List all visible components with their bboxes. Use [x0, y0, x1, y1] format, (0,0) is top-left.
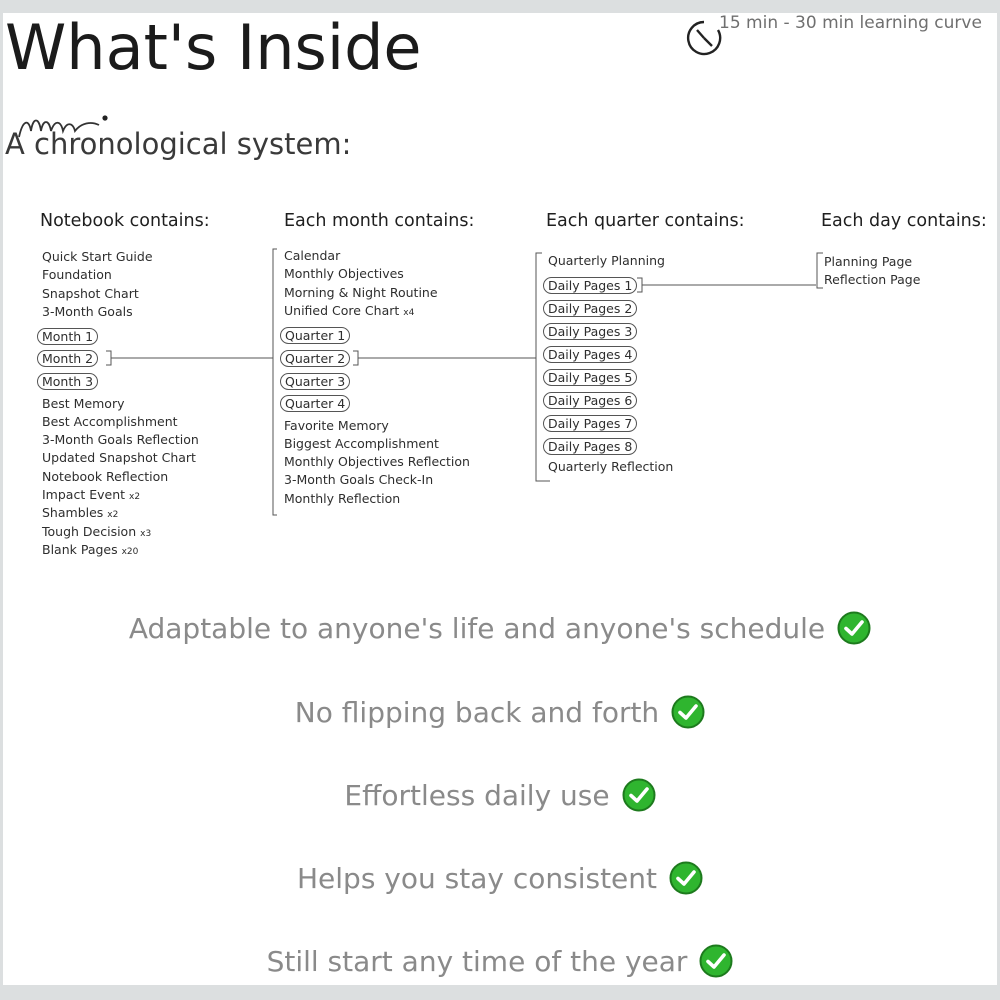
daily-pages-pill: Daily Pages 8	[543, 438, 637, 455]
notebook-item: Quick Start Guide	[42, 249, 153, 264]
page-title: What's Inside	[5, 13, 422, 84]
check-icon	[669, 861, 703, 895]
day-heading: Each day contains:	[821, 211, 987, 231]
month-heading: Each month contains:	[284, 211, 475, 231]
multiplier: x20	[121, 547, 139, 557]
notebook-item: Updated Snapshot Chart	[42, 450, 196, 465]
notebook-item	[42, 543, 138, 559]
month-item: Monthly Reflection	[284, 491, 401, 506]
notebook-item: 3-Month Goals	[42, 304, 133, 319]
notebook-item: Best Memory	[42, 396, 125, 411]
multiplier: x2	[107, 510, 119, 520]
notebook-item	[42, 525, 151, 541]
quarter-item: Quarterly Planning	[548, 253, 665, 268]
page	[3, 13, 997, 985]
notebook-item-label: Impact Event	[42, 487, 126, 502]
learning-curve-text: 15 min - 30 min learning curve	[719, 13, 982, 33]
connector-lines	[3, 13, 997, 985]
multiplier: x3	[140, 529, 152, 539]
month-item-label: Unified Core Chart	[284, 303, 400, 318]
multiplier: x4	[403, 308, 415, 318]
daily-pages-pill: Daily Pages 3	[543, 323, 637, 340]
benefit-text: No flipping back and forth	[294, 695, 660, 729]
notebook-item	[42, 506, 118, 522]
check-icon	[837, 611, 871, 645]
month-item: Calendar	[284, 248, 341, 263]
daily-pages-pill: Daily Pages 1	[543, 277, 637, 294]
benefit-text: Effortless daily use	[344, 778, 610, 812]
check-icon	[671, 695, 705, 729]
month-item	[284, 304, 414, 320]
benefit-row	[3, 695, 997, 729]
notebook-item	[42, 488, 140, 504]
benefit-row	[3, 861, 997, 895]
daily-pages-pill: Daily Pages 2	[543, 300, 637, 317]
month-pill: Month 2	[37, 350, 98, 367]
daily-pages-pill: Daily Pages 4	[543, 346, 637, 363]
multiplier: x2	[129, 492, 141, 502]
notebook-item-label: Blank Pages	[42, 542, 118, 557]
quarter-pill: Quarter 4	[280, 395, 350, 412]
subtitle: A chronological system:	[5, 127, 352, 161]
quarter-item: Quarterly Reflection	[548, 459, 674, 474]
check-icon	[622, 778, 656, 812]
quarter-pill: Quarter 3	[280, 373, 350, 390]
notebook-item-label: Tough Decision	[42, 524, 137, 539]
month-item: 3-Month Goals Check-In	[284, 472, 434, 487]
benefit-text: Helps you stay consistent	[296, 861, 658, 895]
benefit-text: Adaptable to anyone's life and anyone's schedule	[128, 611, 826, 645]
month-item: Favorite Memory	[284, 418, 389, 433]
day-item: Planning Page	[824, 254, 913, 269]
quarter-pill: Quarter 1	[280, 327, 350, 344]
notebook-item: 3-Month Goals Reflection	[42, 432, 199, 447]
daily-pages-pill: Daily Pages 6	[543, 392, 637, 409]
notebook-item: Foundation	[42, 267, 112, 282]
month-item: Morning & Night Routine	[284, 285, 438, 300]
notebook-item-label: Shambles	[42, 505, 104, 520]
month-pill: Month 3	[37, 373, 98, 390]
notebook-item: Snapshot Chart	[42, 286, 139, 301]
benefit-row	[3, 778, 997, 812]
check-icon	[699, 944, 733, 978]
month-item: Monthly Objectives Reflection	[284, 454, 470, 469]
day-item: Reflection Page	[824, 272, 921, 287]
benefit-row	[3, 944, 997, 978]
notebook-item: Best Accomplishment	[42, 414, 178, 429]
benefit-row	[3, 611, 997, 645]
daily-pages-pill: Daily Pages 7	[543, 415, 637, 432]
quarter-heading: Each quarter contains:	[546, 211, 745, 231]
notebook-item: Notebook Reflection	[42, 469, 169, 484]
quarter-pill: Quarter 2	[280, 350, 350, 367]
benefit-text: Still start any time of the year	[266, 944, 688, 978]
daily-pages-pill: Daily Pages 5	[543, 369, 637, 386]
month-pill: Month 1	[37, 328, 98, 345]
month-item: Monthly Objectives	[284, 266, 404, 281]
month-item: Biggest Accomplishment	[284, 436, 439, 451]
notebook-heading: Notebook contains:	[40, 211, 210, 231]
